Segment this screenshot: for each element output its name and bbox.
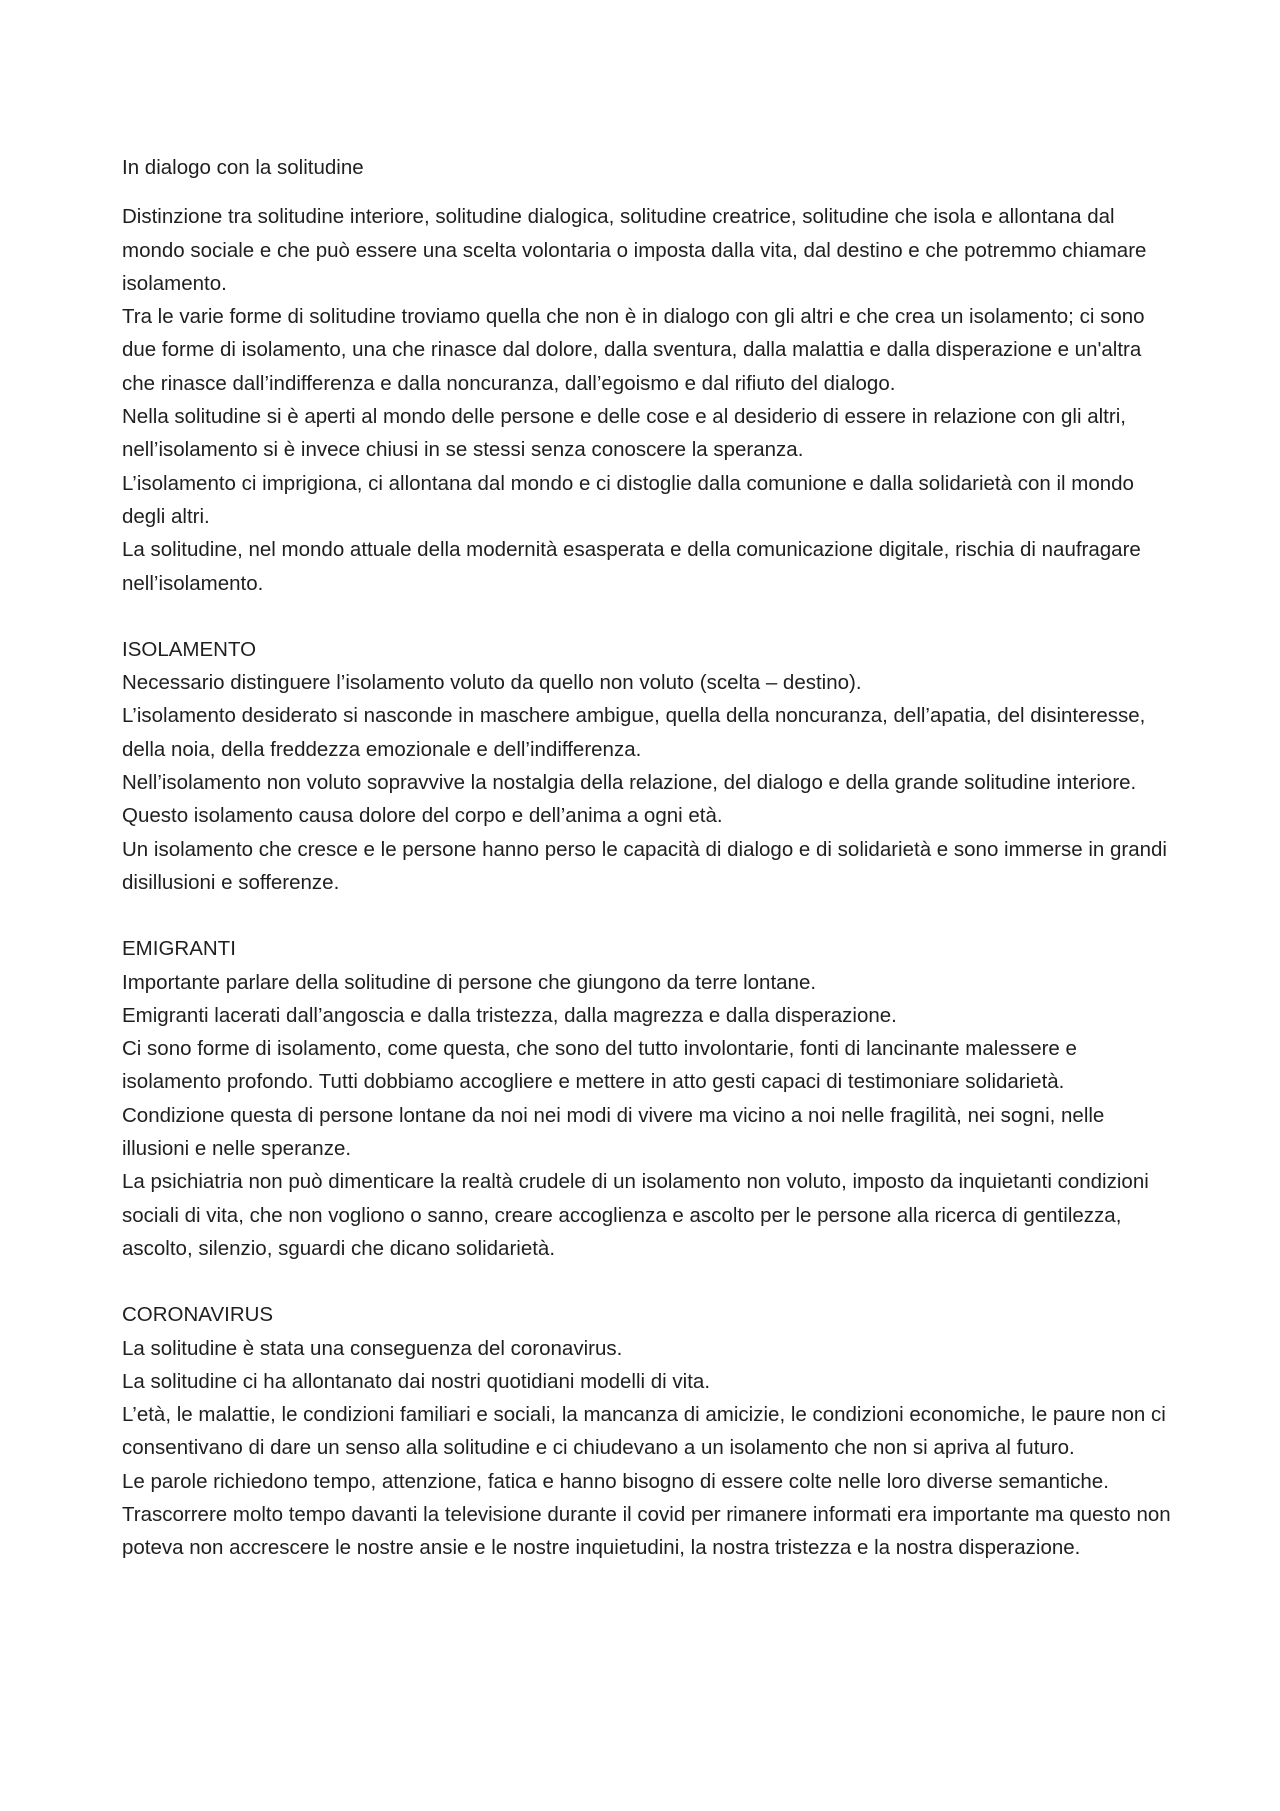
intro-paragraph: Tra le varie forme di solitudine troviamo quella che non è in dialogo con gli altri e che crea un isolamento; ci sono due forme di isolamento, una che rinasce dal dolore, dalla sventura, dalla malattia e dalla disperazione e un'altra che rinasce dall’indifferenza e dalla noncuranza, dall’egoismo e dal rifiuto del dialogo.: [122, 305, 1145, 395]
section-paragraph: La solitudine ci ha allontanato dai nostri quotidiani modelli di vita.: [122, 1369, 711, 1393]
section-paragraph: Nell’isolamento non voluto sopravvive la nostalgia della relazione, del dialogo e della grande solitudine interiore. Questo isolamento causa dolore del corpo e dell’anima a ogni età.: [122, 771, 1137, 828]
intro-block: [122, 200, 1177, 600]
section-heading: CORONAVIRUS: [122, 1303, 274, 1327]
intro-paragraph: L’isolamento ci imprigiona, ci allontana dal mondo e ci distoglie dalla comunione e dalla solidarietà con il mondo degli altri.: [122, 471, 1134, 528]
section-coronavirus: [122, 1298, 1177, 1564]
section-paragraph: Emigranti lacerati dall’angoscia e dalla tristezza, dalla magrezza e dalla disperazione.: [122, 1003, 897, 1027]
document-body: [122, 151, 1177, 1565]
section-paragraph: Condizione questa di persone lontane da noi nei modi di vivere ma vicino a noi nelle fragilità, nei sogni, nelle illusioni e nelle speranze.: [122, 1103, 1105, 1161]
section-paragraph: Le parole richiedono tempo, attenzione, fatica e hanno bisogno di essere colte nelle loro diverse semantiche.: [122, 1469, 1109, 1493]
intro-paragraph: La solitudine, nel mondo attuale della modernità esasperata e della comunicazione digitale, rischia di naufragare nell’isolamento.: [122, 538, 1141, 595]
section-heading: EMIGRANTI: [122, 937, 236, 961]
section-paragraph: La psichiatria non può dimenticare la realtà crudele di un isolamento non voluto, imposto da inquietanti condizioni sociali di vita, che non vogliono o sanno, creare accoglienza e ascolto per le persone alla ricerca di gentilezza, ascolto, silenzio, sguardi che dicano solidarietà.: [122, 1170, 1149, 1260]
section-heading: ISOLAMENTO: [122, 637, 257, 661]
intro-paragraph: Distinzione tra solitudine interiore, solitudine dialogica, solitudine creatrice, solitudine che isola e allontana dal mondo sociale e che può essere una scelta volontaria o imposta dalla vita, dal destino e che potremmo chiamare isolamento.: [122, 205, 1147, 295]
document-title: In dialogo con la solitudine: [122, 156, 364, 179]
section-paragraph: La solitudine è stata una conseguenza del coronavirus.: [122, 1336, 623, 1360]
intro-paragraph: Nella solitudine si è aperti al mondo delle persone e delle cose e al desiderio di essere in relazione con gli altri, nell’isolamento si è invece chiusi in se stessi senza conoscere la speranza.: [122, 405, 1126, 462]
section-paragraph: Necessario distinguere l’isolamento voluto da quello non voluto (scelta – destino).: [122, 671, 862, 695]
section-paragraph: Un isolamento che cresce e le persone hanno perso le capacità di dialogo e di solidarietà e sono immerse in grandi disillusioni e sofferenze.: [122, 837, 1167, 894]
section-paragraph: L’età, le malattie, le condizioni familiari e sociali, la mancanza di amicizie, le condizioni economiche, le paure non ci consentivano di dare un senso alla solitudine e ci chiudevano a un isolamento che non si apriva al futuro.: [122, 1403, 1166, 1460]
section-emigranti: [122, 932, 1177, 1265]
section-paragraph: Importante parlare della solitudine di persone che giungono da terre lontane.: [122, 970, 817, 994]
section-paragraph: Trascorrere molto tempo davanti la televisione durante il covid per rimanere informati era importante ma questo non poteva non accrescere le nostre ansie e le nostre inquietudini, la nostra tristezza e la nostra disperazione.: [122, 1502, 1171, 1560]
section-paragraph: Ci sono forme di isolamento, come questa, che sono del tutto involontarie, fonti di lancinante malessere e isolamento profondo. Tutti dobbiamo accogliere e mettere in atto gesti capaci di testimoniare solidarietà.: [122, 1037, 1077, 1094]
section-isolamento: [122, 633, 1177, 899]
section-paragraph: L’isolamento desiderato si nasconde in maschere ambigue, quella della noncuranza, dell’apatia, del disinteresse, della noia, della freddezza emozionale e dell’indifferenza.: [122, 704, 1146, 761]
